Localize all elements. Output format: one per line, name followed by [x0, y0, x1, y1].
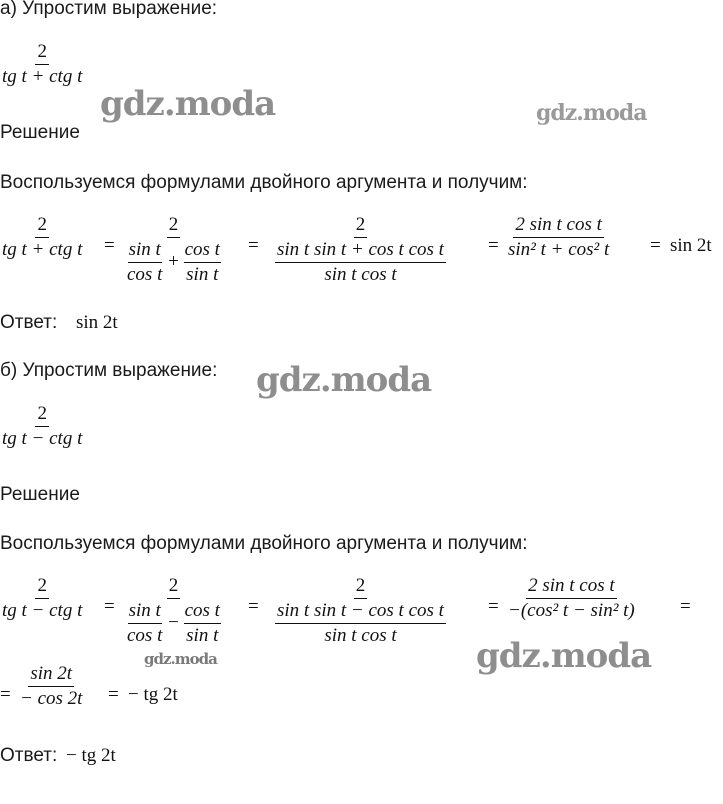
part-b-expr-denominator: tg t − ctg t — [2, 428, 83, 449]
watermark: gdz.moda — [536, 100, 647, 126]
equals-sign: = — [680, 596, 691, 617]
part-a-expr-numerator: 2 — [35, 40, 49, 65]
part-a-chain-fraction-2: 2 $\frac{\text{sin t}}{\text{cos t}}$ + $\frac{\text{cos t}}{\text{sin t}}$ — [127, 214, 220, 285]
equals-sign: = — [104, 596, 115, 617]
part-b-expr-numerator: 2 — [35, 402, 49, 427]
part-b-answer-value: − tg 2t — [66, 745, 116, 766]
watermark: gdz.moda — [476, 636, 652, 676]
part-b-answer-label: Ответ: — [0, 745, 58, 766]
equals-sign: = — [488, 235, 499, 256]
part-b-chain-fraction-5: $\frac{\sin 2t}{- \cos 2t}$ — [20, 663, 83, 709]
part-b-chain-fraction-2: 2 $\frac{\text{sin t}}{\text{cos t}}$ − $\frac{\text{cos t}}{\text{sin t}}$ — [127, 575, 220, 646]
equals-sign: = — [650, 235, 661, 256]
part-b-chain-result: − tg 2t — [128, 684, 178, 705]
part-a-answer-value: sin 2t — [76, 312, 118, 333]
equals-sign: = — [108, 684, 119, 705]
part-a-method-text: Воспользуемся формулами двойного аргумента и получим: — [0, 172, 528, 193]
part-a-chain-result: sin 2t — [670, 235, 712, 256]
part-b-heading: б) Упростим выражение: — [0, 360, 218, 381]
equals-sign: = — [248, 596, 259, 617]
equals-sign: = — [248, 235, 259, 256]
part-b-chain-fraction-4: $\frac{\text{2 sin t cos t}}{\text{−(cos² t − sin² t)}}$ — [508, 575, 635, 621]
equals-sign: = — [488, 596, 499, 617]
part-a-solution-label: Решение — [0, 122, 80, 143]
part-a-expr-denominator: tg t + ctg t — [2, 66, 83, 87]
part-b-chain-fraction-3: 2 sin t sin t − cos t cos t sin t cos t — [277, 575, 444, 646]
part-a-chain-fraction-4: $\frac{\text{2 sin t cos t}}{\text{sin² t + cos² t}}$ — [508, 214, 610, 260]
part-b-solution-label: Решение — [0, 484, 80, 505]
part-a-expression — [0, 40, 84, 89]
part-a-chain-fraction-3: 2 sin t sin t + cos t cos t sin t cos t — [277, 214, 444, 285]
part-a-chain-fraction-1: 2 tg t + ctg t — [2, 214, 83, 260]
part-a-heading: а) Упростим выражение: — [0, 0, 218, 19]
part-b-expression — [0, 402, 84, 451]
watermark: gdz.moda — [100, 84, 276, 124]
part-b-chain-fraction-1: 2 tg t − ctg t — [2, 575, 83, 621]
part-a-answer-label: Ответ: — [0, 312, 58, 333]
watermark: gdz.moda — [256, 360, 432, 400]
equals-sign: = — [104, 235, 115, 256]
part-b-method-text: Воспользуемся формулами двойного аргумента и получим: — [0, 533, 528, 554]
equals-sign: = — [0, 684, 11, 705]
watermark: gdz.moda — [144, 650, 217, 668]
